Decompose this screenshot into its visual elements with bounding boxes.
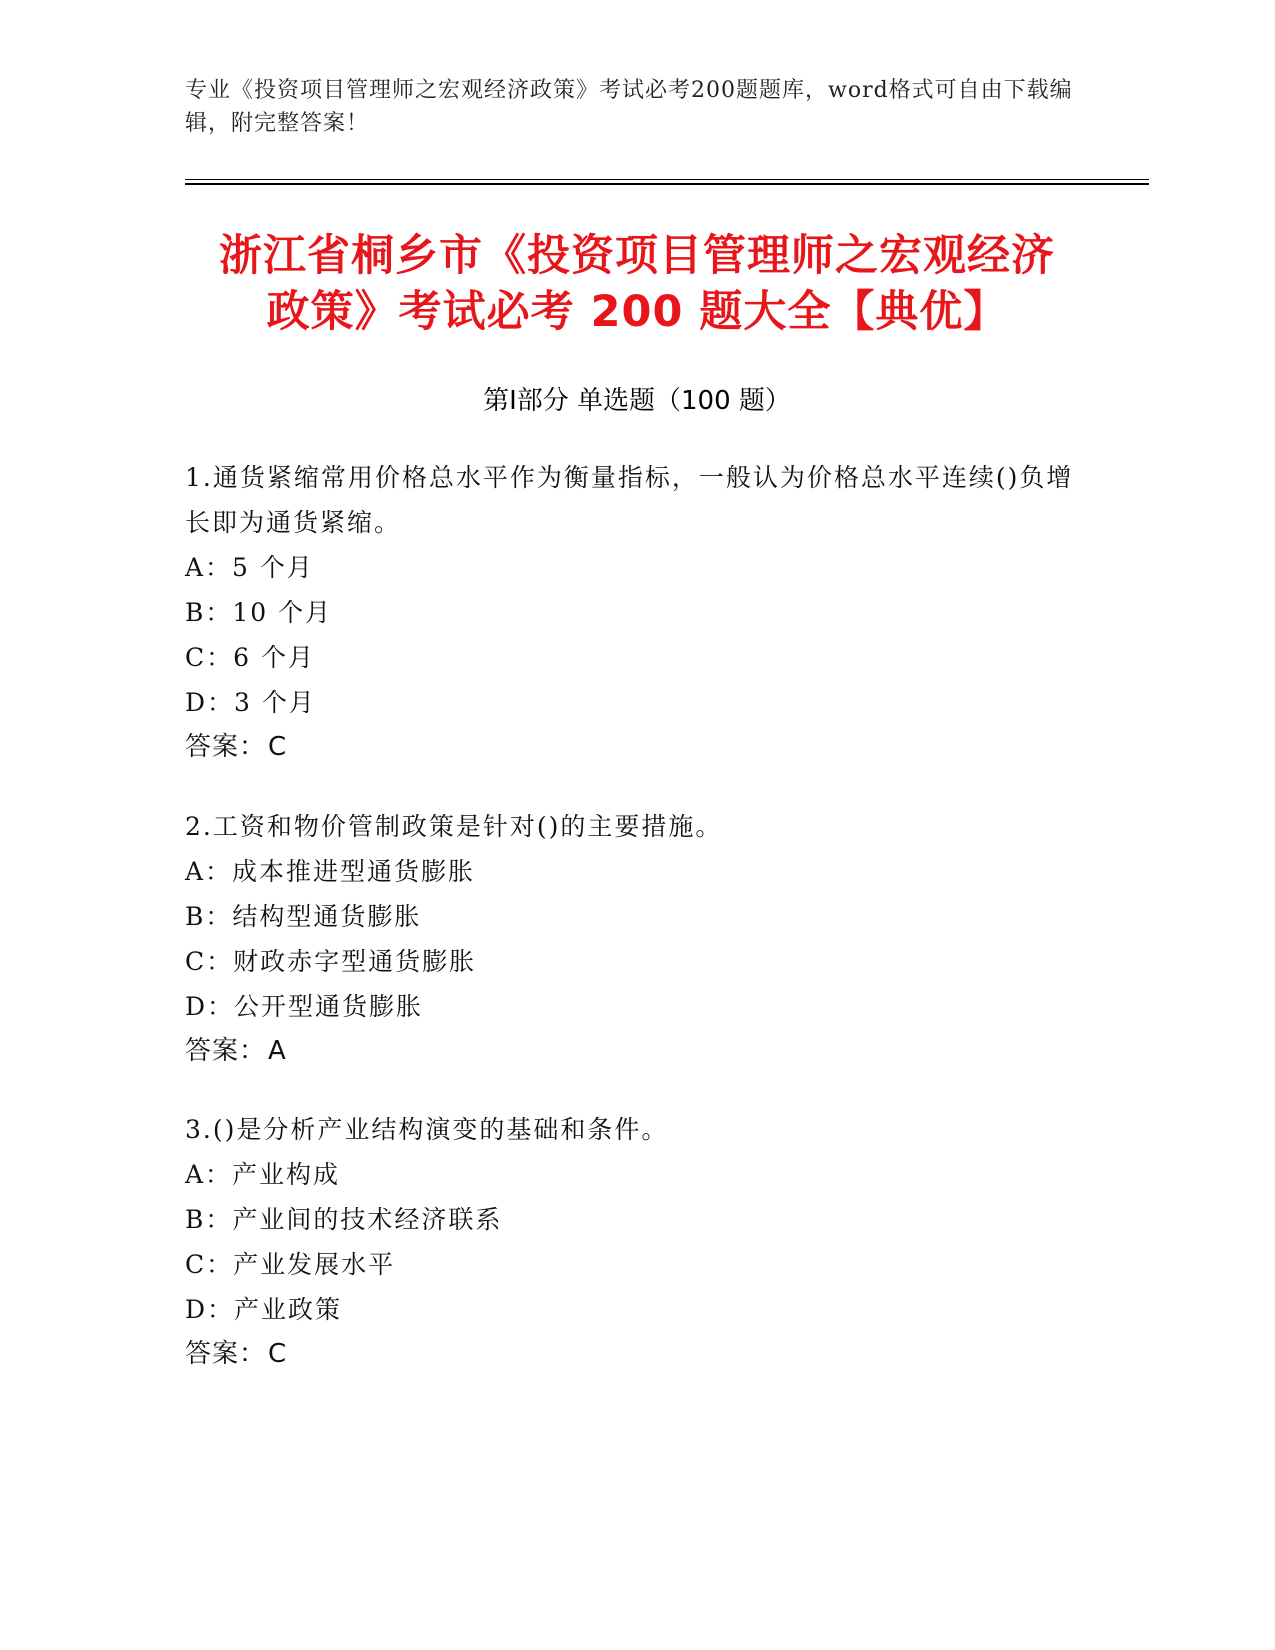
answer-label: 答案： (185, 732, 267, 762)
answer-label: 答案： (185, 1339, 267, 1369)
question-stem: 1.通货紧缩常用价格总水平作为衡量指标，一般认为价格总水平连续()负增长即为通货紧缩。 (185, 463, 1074, 537)
header-note: 专业《投资项目管理师之宏观经济政策》考试必考200题题库，word格式可自由下载编辑，附完整答案！ (185, 78, 1073, 136)
question-block (185, 455, 1075, 770)
answer-line (185, 725, 1075, 770)
answer-line (185, 1029, 1075, 1074)
option-a: A：产业构成 (185, 1160, 341, 1189)
header-divider-thin (185, 179, 1149, 180)
answer-line (185, 1332, 1075, 1377)
document-title (185, 228, 1089, 340)
option-d: D：公开型通货膨胀 (185, 992, 424, 1021)
option-b: B：10 个月 (185, 598, 333, 627)
answer-value: A (268, 1036, 287, 1066)
question-block (185, 1107, 1075, 1377)
answer-value: C (268, 1339, 288, 1369)
question-stem: 3.()是分析产业结构演变的基础和条件。 (185, 1115, 669, 1144)
answer-label: 答案： (185, 1036, 267, 1066)
option-b: B：产业间的技术经济联系 (185, 1205, 503, 1234)
option-c: C：财政赤字型通货膨胀 (185, 947, 477, 976)
option-d: D：3 个月 (185, 688, 316, 717)
option-c: C：产业发展水平 (185, 1250, 396, 1279)
option-a: A：成本推进型通货膨胀 (185, 857, 476, 886)
option-c: C：6 个月 (185, 643, 315, 672)
section-heading: 第Ⅰ部分 单选题（100 题） (483, 386, 791, 416)
answer-value: C (268, 732, 288, 762)
option-b: B：结构型通货膨胀 (185, 902, 422, 931)
question-stem: 2.工资和物价管制政策是针对()的主要措施。 (185, 812, 723, 841)
option-a: A：5 个月 (185, 553, 314, 582)
header-divider-thick (185, 183, 1149, 185)
document-title-line-1: 浙江省桐乡市《投资项目管理师之宏观经济 (219, 231, 1055, 281)
document-title-line-2: 政策》考试必考 200 题大全【典优】 (266, 287, 1008, 337)
question-block (185, 804, 1075, 1074)
option-d: D：产业政策 (185, 1295, 343, 1324)
